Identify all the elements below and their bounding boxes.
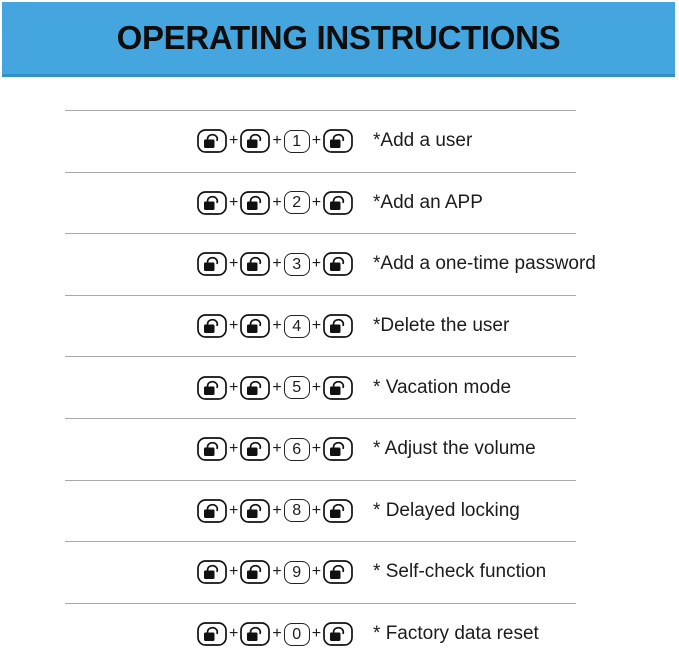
instruction-row: [0, 173, 679, 234]
unlock-key-icon: [240, 622, 270, 646]
unlock-key-icon: [197, 499, 227, 523]
instruction-label: *Delete the user: [373, 315, 510, 337]
plus-separator: +: [311, 255, 322, 273]
unlock-key-icon: [197, 560, 227, 584]
instruction-label: *Add an APP: [373, 191, 483, 213]
unlock-key-icon: [323, 622, 353, 646]
digit-key: 2: [284, 191, 310, 214]
unlock-key-icon: [323, 437, 353, 461]
instruction-row: [0, 234, 679, 295]
plus-separator: +: [311, 317, 322, 335]
unlock-key-icon: [240, 252, 270, 276]
unlock-key-icon: [197, 622, 227, 646]
digit-key: 1: [284, 130, 310, 153]
plus-separator: +: [311, 132, 322, 150]
digit-key: 0: [284, 623, 310, 646]
plus-separator: +: [311, 193, 322, 211]
plus-separator: +: [229, 132, 239, 150]
unlock-key-icon: [240, 129, 270, 153]
plus-separator: +: [229, 563, 239, 581]
plus-separator: +: [229, 378, 239, 396]
plus-separator: +: [272, 563, 282, 581]
unlock-key-icon: [197, 376, 227, 400]
unlock-key-icon: [240, 314, 270, 338]
digit-key: 9: [284, 561, 310, 584]
instruction-label: *Add a one-time password: [373, 253, 596, 275]
unlock-key-icon: [323, 191, 353, 215]
page-title: OPERATING INSTRUCTIONS: [116, 19, 561, 56]
plus-separator: +: [311, 501, 322, 519]
digit-key: 3: [284, 253, 310, 276]
plus-separator: +: [311, 378, 322, 396]
instruction-row: [0, 604, 679, 662]
unlock-key-icon: [323, 376, 353, 400]
key-sequence: [197, 314, 353, 338]
instruction-row: [0, 481, 679, 542]
plus-separator: +: [229, 501, 239, 519]
digit-key: 6: [284, 438, 310, 461]
plus-separator: +: [272, 625, 282, 643]
unlock-key-icon: [323, 314, 353, 338]
instruction-label: * Factory data reset: [373, 623, 539, 645]
unlock-key-icon: [323, 499, 353, 523]
unlock-key-icon: [240, 499, 270, 523]
plus-separator: +: [272, 317, 282, 335]
unlock-key-icon: [197, 191, 227, 215]
plus-separator: +: [272, 255, 282, 273]
instruction-label: *Add a user: [373, 130, 473, 152]
plus-separator: +: [311, 440, 322, 458]
plus-separator: +: [272, 132, 282, 150]
unlock-key-icon: [197, 129, 227, 153]
plus-separator: +: [229, 317, 239, 335]
unlock-key-icon: [240, 560, 270, 584]
plus-separator: +: [272, 501, 282, 519]
unlock-key-icon: [323, 252, 353, 276]
instruction-row: [0, 296, 679, 357]
key-sequence: [197, 499, 353, 523]
instruction-row: [0, 419, 679, 480]
key-sequence: [197, 129, 353, 153]
unlock-key-icon: [197, 437, 227, 461]
instruction-label: * Vacation mode: [373, 376, 512, 398]
digit-key: 8: [284, 499, 310, 522]
key-sequence: [197, 560, 353, 584]
unlock-key-icon: [240, 191, 270, 215]
plus-separator: +: [272, 193, 282, 211]
plus-separator: +: [272, 378, 282, 396]
plus-separator: +: [229, 193, 239, 211]
instruction-label: * Delayed locking: [373, 499, 520, 521]
key-sequence: [197, 437, 353, 461]
plus-separator: +: [311, 563, 322, 581]
unlock-key-icon: [197, 314, 227, 338]
unlock-key-icon: [197, 252, 227, 276]
unlock-key-icon: [240, 376, 270, 400]
key-sequence: [197, 622, 353, 646]
instruction-row: [0, 542, 679, 603]
unlock-key-icon: [323, 129, 353, 153]
instruction-row: [0, 111, 679, 172]
plus-separator: +: [272, 440, 282, 458]
key-sequence: [197, 252, 353, 276]
unlock-key-icon: [323, 560, 353, 584]
key-sequence: [197, 191, 353, 215]
instruction-label: * Adjust the volume: [373, 438, 536, 460]
unlock-key-icon: [240, 437, 270, 461]
plus-separator: +: [229, 625, 239, 643]
digit-key: 5: [284, 376, 310, 399]
instruction-label: * Self-check function: [373, 561, 547, 583]
plus-separator: +: [229, 255, 239, 273]
instruction-row: [0, 357, 679, 418]
instruction-list: [0, 110, 679, 662]
plus-separator: +: [311, 625, 322, 643]
plus-separator: +: [229, 440, 239, 458]
header-banner: [2, 2, 675, 77]
key-sequence: [197, 376, 353, 400]
digit-key: 4: [284, 315, 310, 338]
